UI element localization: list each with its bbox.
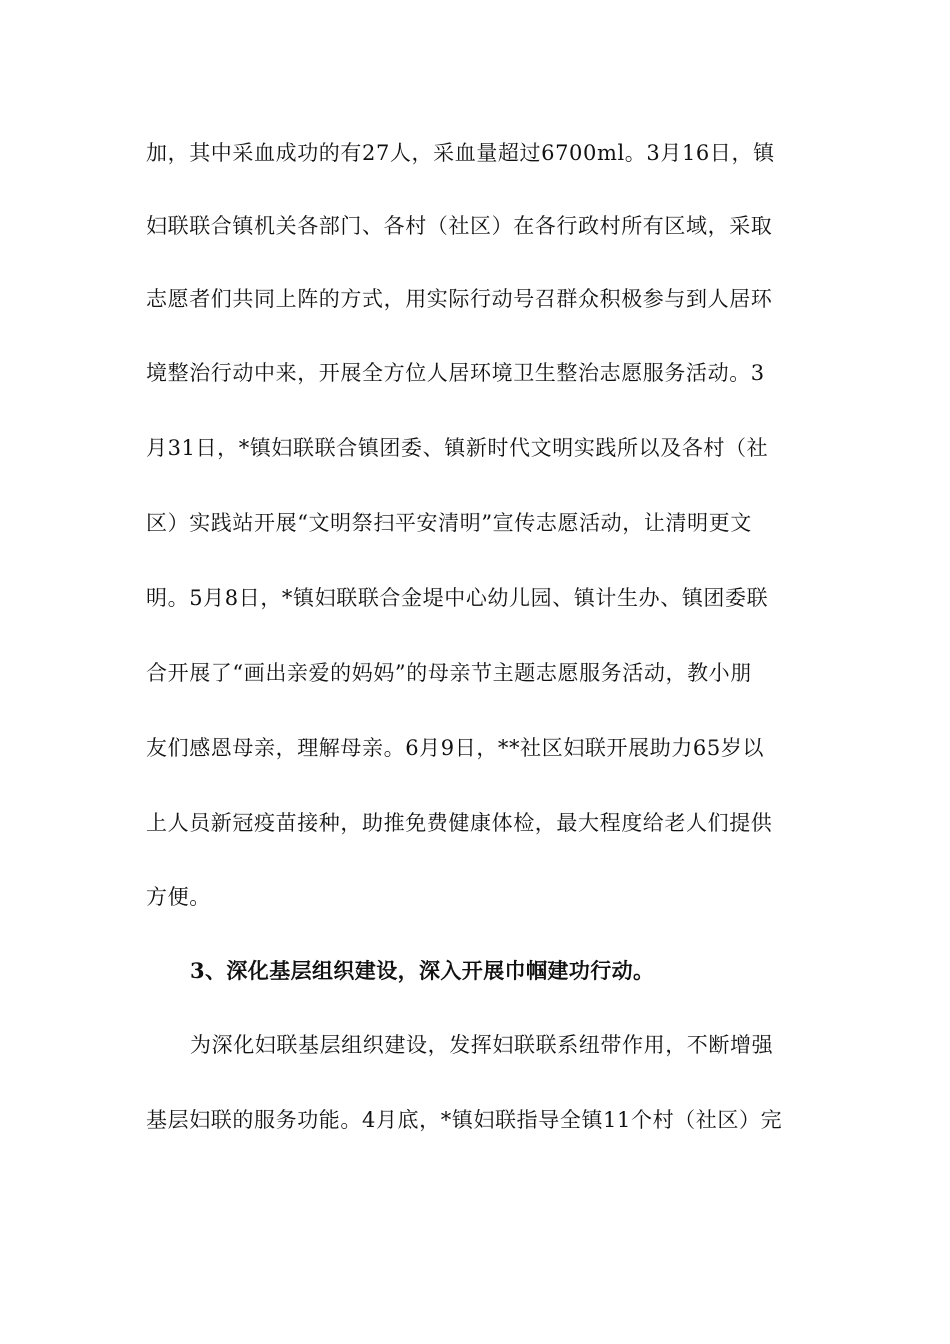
section-heading: 3、深化基层组织建设，深入开展巾帼建功行动。 — [190, 958, 655, 983]
text-line: 月31日，*镇妇联联合镇团委、镇新时代文明实践所以及各村（社 — [146, 436, 769, 460]
text-line: 基层妇联的服务功能。4月底，*镇妇联指导全镇11个村（社区）完 — [146, 1108, 783, 1132]
text-line: 区）实践站开展“文明祭扫平安清明”宣传志愿活动，让清明更文 — [146, 511, 752, 535]
text-line: 友们感恩母亲，理解母亲。6月9日，**社区妇联开展助力65岁以 — [146, 736, 765, 760]
text-line: 明。5月8日，*镇妇联联合金堤中心幼儿园、镇计生办、镇团委联 — [146, 586, 769, 610]
text-line: 合开展了“画出亲爱的妈妈”的母亲节主题志愿服务活动，教小朋 — [146, 661, 752, 685]
text-line: 上人员新冠疫苗接种，助推免费健康体检，最大程度给老人们提供 — [146, 811, 773, 835]
text-line: 志愿者们共同上阵的方式，用实际行动号召群众积极参与到人居环 — [146, 287, 773, 311]
text-line: 加，其中采血成功的有27人，采血量超过6700ml。3月16日，镇 — [146, 141, 775, 165]
text-line: 方便。 — [146, 885, 211, 909]
text-line: 为深化妇联基层组织建设，发挥妇联联系纽带作用，不断增强 — [190, 1033, 774, 1057]
text-line: 境整治行动中来，开展全方位人居环境卫生整治志愿服务活动。3 — [146, 361, 765, 385]
text-line: 妇联联合镇机关各部门、各村（社区）在各行政村所有区域，采取 — [146, 214, 773, 238]
